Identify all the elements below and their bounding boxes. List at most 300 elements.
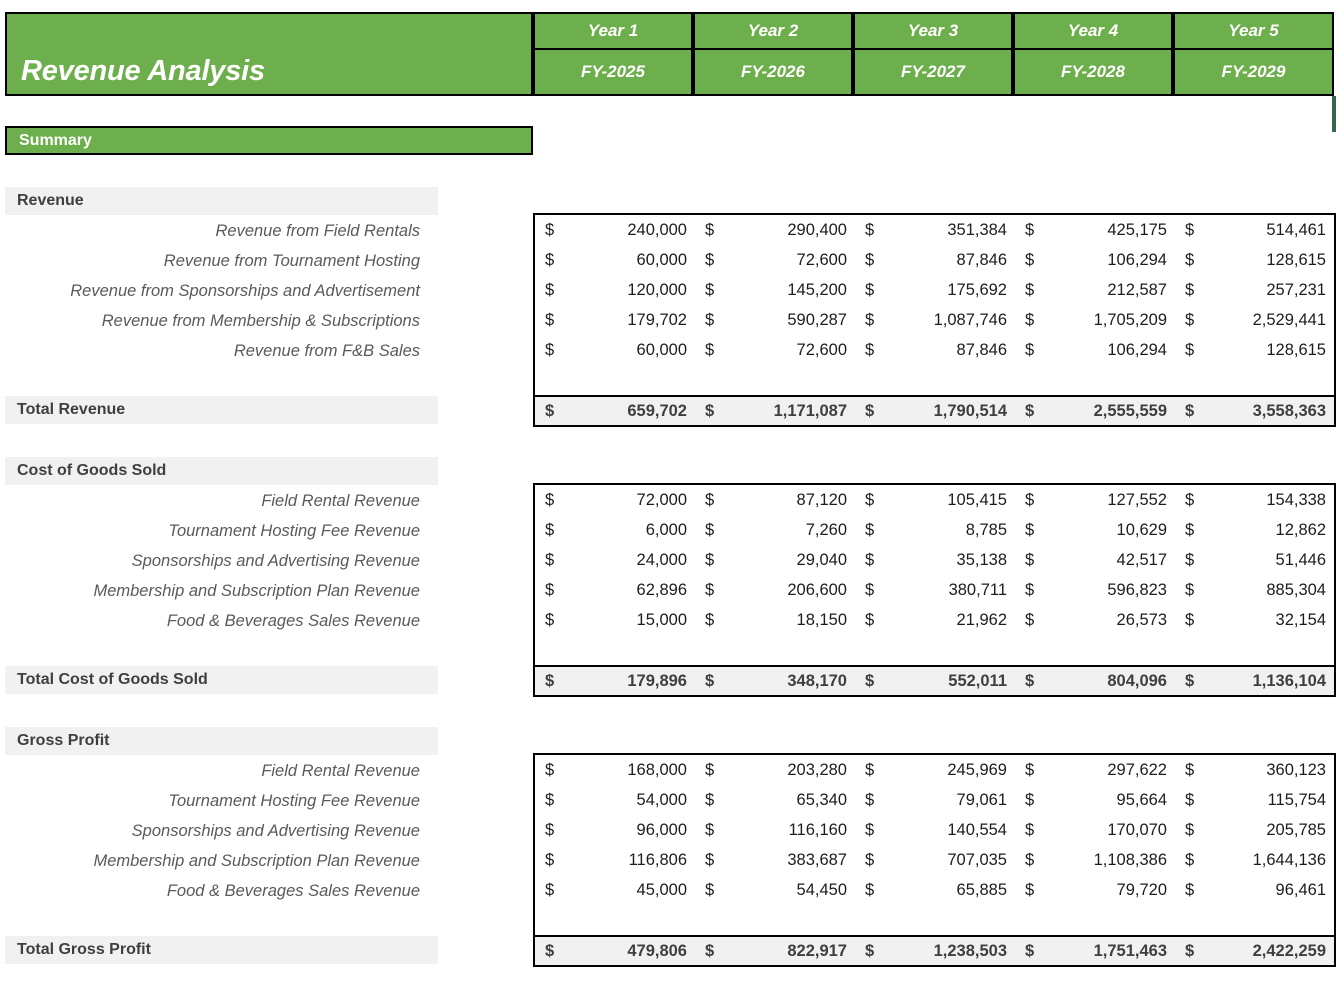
- currency-symbol: $: [865, 820, 875, 839]
- amount-text: 128,615: [1266, 340, 1326, 359]
- total-value-cell: [1175, 936, 1334, 966]
- table-row: [535, 785, 1334, 815]
- value-cell: [855, 485, 1015, 515]
- total-value-cell: [695, 396, 855, 426]
- currency-symbol: $: [1185, 610, 1195, 629]
- value-cell: [535, 605, 695, 635]
- spacer-row: [535, 365, 1334, 395]
- value-cell: [535, 335, 695, 365]
- line-item-label: Field Rental Revenue: [261, 492, 420, 510]
- currency-symbol: $: [705, 550, 715, 569]
- currency-symbol: $: [545, 850, 555, 869]
- currency-symbol: $: [705, 580, 715, 599]
- currency-symbol: $: [1025, 580, 1035, 599]
- table-row: [535, 305, 1334, 335]
- currency-symbol: $: [1025, 820, 1035, 839]
- amount-text: 8,785: [965, 520, 1007, 539]
- total-label-text: Total Gross Profit: [17, 941, 151, 958]
- table-row: [535, 515, 1334, 545]
- value-cell: [695, 275, 855, 305]
- currency-symbol: $: [1025, 280, 1035, 299]
- section-heading-label: Cost of Goods Sold: [17, 462, 167, 479]
- total-amount-text: 3,558,363: [1252, 401, 1326, 420]
- table-row: [535, 575, 1334, 605]
- value-cell: [695, 575, 855, 605]
- currency-symbol: $: [705, 220, 715, 239]
- currency-symbol: $: [1025, 880, 1035, 899]
- value-cell: [1015, 605, 1175, 635]
- currency-symbol: $: [865, 250, 875, 269]
- fiscal-year-label: FY-2026: [693, 50, 853, 96]
- total-label-text: Total Revenue: [17, 401, 126, 418]
- currency-symbol: $: [1185, 850, 1195, 869]
- currency-symbol: $: [1185, 550, 1195, 569]
- amount-text: 145,200: [787, 280, 847, 299]
- total-amount-text: 659,702: [627, 401, 687, 420]
- total-value-cell: [695, 666, 855, 696]
- value-cell: [535, 245, 695, 275]
- amount-text: 380,711: [948, 580, 1007, 599]
- amount-text: 15,000: [636, 610, 687, 629]
- amount-text: 240,000: [627, 220, 687, 239]
- currency-symbol: $: [705, 250, 715, 269]
- currency-symbol: $: [545, 401, 555, 420]
- currency-symbol: $: [705, 850, 715, 869]
- currency-symbol: $: [865, 941, 875, 960]
- value-cell: [535, 575, 695, 605]
- value-cell: [855, 275, 1015, 305]
- row-label-column: [0, 0, 533, 988]
- amount-text: 65,340: [796, 790, 847, 809]
- total-values-row: [535, 666, 1334, 696]
- total-amount-text: 2,555,559: [1093, 401, 1167, 420]
- amount-text: 290,400: [787, 220, 847, 239]
- currency-symbol: $: [865, 790, 875, 809]
- table-row: [535, 605, 1334, 635]
- value-cell: [1175, 305, 1334, 335]
- amount-text: 115,754: [1267, 790, 1326, 809]
- year-header-col-3: [853, 12, 1013, 96]
- total-value-cell: [695, 936, 855, 966]
- currency-symbol: $: [1185, 250, 1195, 269]
- currency-symbol: $: [1185, 820, 1195, 839]
- value-cell: [695, 245, 855, 275]
- total-value-cell: [1015, 936, 1175, 966]
- value-cell: [695, 845, 855, 875]
- value-cell: [855, 605, 1015, 635]
- total-value-cell: [855, 666, 1015, 696]
- total-amount-text: 804,096: [1107, 671, 1167, 690]
- value-cell: [695, 755, 855, 785]
- currency-symbol: $: [705, 490, 715, 509]
- value-cell: [855, 755, 1015, 785]
- spacer-row: [535, 635, 1334, 665]
- currency-symbol: $: [705, 790, 715, 809]
- currency-symbol: $: [545, 760, 555, 779]
- currency-symbol: $: [1185, 401, 1195, 420]
- amount-text: 62,896: [636, 580, 687, 599]
- currency-symbol: $: [865, 610, 875, 629]
- total-value-cell: [535, 396, 695, 426]
- currency-symbol: $: [705, 280, 715, 299]
- amount-text: 7,260: [805, 520, 847, 539]
- section-heading-3: [5, 727, 438, 755]
- amount-text: 60,000: [636, 340, 687, 359]
- amount-text: 127,552: [1107, 490, 1167, 509]
- amount-text: 79,061: [956, 790, 1007, 809]
- currency-symbol: $: [1185, 310, 1195, 329]
- total-amount-text: 1,238,503: [933, 941, 1007, 960]
- currency-symbol: $: [865, 880, 875, 899]
- value-cell: [535, 875, 695, 905]
- value-cell: [535, 755, 695, 785]
- section-heading-2: [5, 457, 438, 485]
- total-values-row: [535, 936, 1334, 966]
- amount-text: 175,692: [947, 280, 1007, 299]
- line-item-label: Tournament Hosting Fee Revenue: [168, 792, 420, 810]
- value-cell: [855, 575, 1015, 605]
- table-row: [535, 215, 1334, 245]
- amount-text: 168,000: [627, 760, 687, 779]
- value-cell: [1175, 545, 1334, 575]
- amount-text: 514,461: [1266, 220, 1326, 239]
- currency-symbol: $: [1025, 250, 1035, 269]
- currency-symbol: $: [545, 250, 555, 269]
- currency-symbol: $: [865, 310, 875, 329]
- value-cell: [1015, 515, 1175, 545]
- line-item-label: Revenue from Tournament Hosting: [163, 252, 420, 270]
- year-header-col-2: [693, 12, 853, 96]
- value-cell: [535, 305, 695, 335]
- total-amount-text: 479,806: [627, 941, 687, 960]
- currency-symbol: $: [1025, 760, 1035, 779]
- currency-symbol: $: [545, 820, 555, 839]
- amount-text: 707,035: [947, 850, 1007, 869]
- table-row: [535, 815, 1334, 845]
- amount-text: 35,138: [956, 550, 1007, 569]
- table-row: [535, 485, 1334, 515]
- currency-symbol: $: [1025, 671, 1035, 690]
- amount-text: 1,087,746: [933, 310, 1007, 329]
- currency-symbol: $: [705, 880, 715, 899]
- currency-symbol: $: [1025, 790, 1035, 809]
- line-item-label: Membership and Subscription Plan Revenue: [93, 852, 420, 870]
- amount-text: 6,000: [645, 520, 687, 539]
- value-cell: [855, 515, 1015, 545]
- currency-symbol: $: [1185, 790, 1195, 809]
- value-cell: [535, 215, 695, 245]
- amount-text: 590,287: [787, 310, 847, 329]
- spacer-row: [535, 905, 1334, 935]
- value-cell: [535, 275, 695, 305]
- amount-text: 87,846: [956, 340, 1007, 359]
- value-cell: [1015, 755, 1175, 785]
- value-cell: [1175, 845, 1334, 875]
- amount-text: 116,806: [628, 850, 687, 869]
- currency-symbol: $: [545, 580, 555, 599]
- amount-text: 596,823: [1107, 580, 1167, 599]
- total-value-cell: [855, 396, 1015, 426]
- line-item-label: Revenue from Sponsorships and Advertisement: [70, 282, 420, 300]
- value-cell: [1175, 785, 1334, 815]
- currency-symbol: $: [1025, 941, 1035, 960]
- value-cell: [695, 605, 855, 635]
- currency-symbol: $: [705, 340, 715, 359]
- section-values-box-1: [533, 213, 1336, 397]
- amount-text: 87,120: [796, 490, 847, 509]
- amount-text: 128,615: [1266, 250, 1326, 269]
- currency-symbol: $: [1025, 520, 1035, 539]
- table-row: [535, 335, 1334, 365]
- value-cell: [1015, 575, 1175, 605]
- value-cell: [695, 215, 855, 245]
- currency-symbol: $: [865, 490, 875, 509]
- value-cell: [1015, 785, 1175, 815]
- amount-text: 1,108,386: [1093, 850, 1167, 869]
- value-cell: [1175, 335, 1334, 365]
- year-header-col-1: [533, 12, 693, 96]
- currency-symbol: $: [705, 520, 715, 539]
- value-cell: [855, 875, 1015, 905]
- amount-text: 21,962: [956, 610, 1007, 629]
- total-amount-text: 1,751,463: [1093, 941, 1167, 960]
- currency-symbol: $: [865, 580, 875, 599]
- currency-symbol: $: [1025, 490, 1035, 509]
- currency-symbol: $: [705, 671, 715, 690]
- value-cell: [855, 335, 1015, 365]
- amount-text: 45,000: [636, 880, 687, 899]
- value-cell: [1015, 875, 1175, 905]
- summary-label: Summary: [19, 131, 92, 149]
- value-cell: [1015, 305, 1175, 335]
- amount-text: 10,629: [1116, 520, 1167, 539]
- currency-symbol: $: [545, 550, 555, 569]
- amount-text: 42,517: [1116, 550, 1167, 569]
- amount-text: 105,415: [947, 490, 1007, 509]
- total-label-text: Total Cost of Goods Sold: [17, 671, 208, 688]
- amount-text: 140,554: [947, 820, 1007, 839]
- currency-symbol: $: [865, 520, 875, 539]
- currency-symbol: $: [545, 490, 555, 509]
- table-row: [535, 755, 1334, 785]
- value-cell: [1015, 245, 1175, 275]
- value-cell: [535, 515, 695, 545]
- line-item-label: Membership and Subscription Plan Revenue: [93, 582, 420, 600]
- section-values-box-3: [533, 753, 1336, 937]
- total-value-cell: [1175, 396, 1334, 426]
- total-row-label: [5, 666, 438, 694]
- fiscal-year-label: FY-2027: [853, 50, 1013, 96]
- line-item-label: Sponsorships and Advertising Revenue: [131, 822, 420, 840]
- currency-symbol: $: [865, 340, 875, 359]
- line-item-label: Field Rental Revenue: [261, 762, 420, 780]
- currency-symbol: $: [865, 401, 875, 420]
- currency-symbol: $: [865, 220, 875, 239]
- amount-text: 72,000: [636, 490, 687, 509]
- table-row: [535, 275, 1334, 305]
- value-cell: [855, 545, 1015, 575]
- value-cell: [855, 215, 1015, 245]
- currency-symbol: $: [1185, 340, 1195, 359]
- value-cell: [1175, 485, 1334, 515]
- value-cell: [1175, 575, 1334, 605]
- currency-symbol: $: [1185, 490, 1195, 509]
- amount-text: 179,702: [627, 310, 687, 329]
- currency-symbol: $: [1185, 280, 1195, 299]
- currency-symbol: $: [1185, 220, 1195, 239]
- fiscal-year-label: FY-2028: [1013, 50, 1173, 96]
- value-cell: [695, 875, 855, 905]
- currency-symbol: $: [865, 280, 875, 299]
- value-cell: [855, 245, 1015, 275]
- section-values-box-2: [533, 483, 1336, 667]
- currency-symbol: $: [1025, 850, 1035, 869]
- value-cell: [695, 515, 855, 545]
- amount-text: 106,294: [1107, 250, 1167, 269]
- value-cell: [695, 335, 855, 365]
- value-cell: [1175, 875, 1334, 905]
- currency-symbol: $: [545, 880, 555, 899]
- amount-text: 206,600: [787, 580, 847, 599]
- amount-text: 54,000: [636, 790, 687, 809]
- value-cell: [1015, 815, 1175, 845]
- value-cell: [855, 305, 1015, 335]
- amount-text: 297,622: [1107, 760, 1167, 779]
- section-total-values-box-1: [533, 395, 1336, 427]
- year-header-col-5: [1173, 12, 1334, 96]
- value-cell: [535, 815, 695, 845]
- total-amount-text: 822,917: [787, 941, 847, 960]
- amount-text: 72,600: [796, 340, 847, 359]
- total-amount-text: 348,170: [787, 671, 847, 690]
- currency-symbol: $: [705, 820, 715, 839]
- value-cell: [1175, 605, 1334, 635]
- amount-text: 360,123: [1266, 760, 1326, 779]
- currency-symbol: $: [1025, 340, 1035, 359]
- section-heading-label: Gross Profit: [17, 732, 110, 749]
- currency-symbol: $: [1025, 310, 1035, 329]
- line-item-label: Food & Beverages Sales Revenue: [166, 612, 420, 630]
- year-number-label: Year 2: [693, 12, 853, 50]
- page-title: Revenue Analysis: [21, 55, 265, 87]
- value-cell: [535, 785, 695, 815]
- value-cell: [695, 545, 855, 575]
- currency-symbol: $: [1185, 941, 1195, 960]
- amount-text: 1,644,136: [1252, 850, 1326, 869]
- amount-text: 65,885: [956, 880, 1007, 899]
- amount-text: 106,294: [1107, 340, 1167, 359]
- amount-text: 96,000: [636, 820, 687, 839]
- amount-text: 72,600: [796, 250, 847, 269]
- amount-text: 12,862: [1275, 520, 1326, 539]
- amount-text: 154,338: [1266, 490, 1326, 509]
- line-item-label: Revenue from Field Rentals: [215, 222, 420, 240]
- currency-symbol: $: [545, 310, 555, 329]
- year-number-label: Year 4: [1013, 12, 1173, 50]
- currency-symbol: $: [1185, 880, 1195, 899]
- currency-symbol: $: [705, 401, 715, 420]
- table-row: [535, 845, 1334, 875]
- amount-text: 60,000: [636, 250, 687, 269]
- currency-symbol: $: [545, 790, 555, 809]
- line-item-label: Revenue from Membership & Subscriptions: [101, 312, 420, 330]
- table-row: [535, 875, 1334, 905]
- amount-text: 29,040: [796, 550, 847, 569]
- total-value-cell: [1015, 396, 1175, 426]
- value-cell: [1175, 275, 1334, 305]
- amount-text: 383,687: [787, 850, 847, 869]
- total-value-cell: [535, 666, 695, 696]
- line-item-label: Food & Beverages Sales Revenue: [166, 882, 420, 900]
- currency-symbol: $: [705, 760, 715, 779]
- currency-symbol: $: [545, 671, 555, 690]
- amount-text: 170,070: [1107, 820, 1167, 839]
- currency-symbol: $: [1025, 550, 1035, 569]
- amount-text: 95,664: [1116, 790, 1167, 809]
- value-cell: [855, 815, 1015, 845]
- total-amount-text: 1,171,087: [773, 401, 847, 420]
- amount-text: 116,160: [788, 820, 847, 839]
- line-item-label: Revenue from F&B Sales: [233, 342, 420, 360]
- value-cell: [1175, 815, 1334, 845]
- total-amount-text: 1,790,514: [933, 401, 1007, 420]
- currency-symbol: $: [545, 220, 555, 239]
- table-row: [535, 245, 1334, 275]
- right-edge-accent-bar: [1332, 96, 1336, 132]
- value-cell: [1015, 845, 1175, 875]
- amount-text: 24,000: [636, 550, 687, 569]
- currency-symbol: $: [545, 610, 555, 629]
- total-row-label: [5, 396, 438, 424]
- section-heading-1: [5, 187, 438, 215]
- year-number-label: Year 5: [1173, 12, 1334, 50]
- amount-text: 120,000: [627, 280, 687, 299]
- total-value-cell: [1015, 666, 1175, 696]
- currency-symbol: $: [1025, 401, 1035, 420]
- year-header-col-4: [1013, 12, 1173, 96]
- currency-symbol: $: [545, 340, 555, 359]
- value-cell: [695, 485, 855, 515]
- amount-text: 79,720: [1116, 880, 1167, 899]
- amount-text: 257,231: [1266, 280, 1326, 299]
- value-cell: [1175, 215, 1334, 245]
- table-row: [535, 545, 1334, 575]
- currency-symbol: $: [865, 671, 875, 690]
- total-value-cell: [1175, 666, 1334, 696]
- total-amount-text: 179,896: [627, 671, 687, 690]
- total-value-cell: [535, 936, 695, 966]
- total-amount-text: 1,136,104: [1252, 671, 1326, 690]
- amount-text: 212,587: [1107, 280, 1167, 299]
- value-cell: [695, 785, 855, 815]
- amount-text: 2,529,441: [1252, 310, 1326, 329]
- currency-symbol: $: [865, 550, 875, 569]
- total-amount-text: 552,011: [948, 671, 1007, 690]
- value-cell: [1175, 515, 1334, 545]
- year-number-label: Year 1: [533, 12, 693, 50]
- currency-symbol: $: [1185, 520, 1195, 539]
- line-item-label: Tournament Hosting Fee Revenue: [168, 522, 420, 540]
- currency-symbol: $: [1185, 760, 1195, 779]
- currency-symbol: $: [1025, 610, 1035, 629]
- year-number-label: Year 3: [853, 12, 1013, 50]
- currency-symbol: $: [545, 280, 555, 299]
- fiscal-year-label: FY-2029: [1173, 50, 1334, 96]
- total-values-row: [535, 396, 1334, 426]
- currency-symbol: $: [705, 610, 715, 629]
- currency-symbol: $: [545, 520, 555, 539]
- amount-text: 54,450: [796, 880, 847, 899]
